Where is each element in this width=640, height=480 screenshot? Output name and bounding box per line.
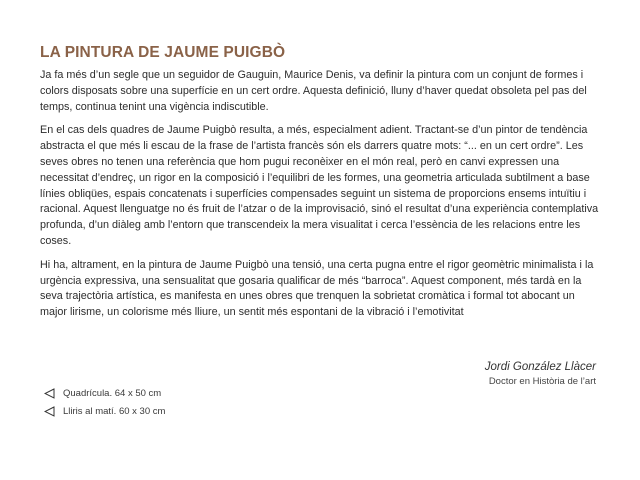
- author-name: Jordi González Llàcer: [484, 361, 596, 373]
- caption-item: [44, 384, 165, 402]
- paragraph-2: En el cas dels quadres de Jaume Puigbò resulta, a més, especialment adient. Tractant-se d’un pintor de tendència abstracta el que més li escau de la frase de l’artista francès són els darrers quatre mots: “... en un cert ordre”. Les seves obres no tenen una referència que hom pugui reconèixer en el món real, però en canvi expressen una necessitat d’endreç, un rigor en la composició i l’equilibri de les formes, una geometria articulada subtilment a base línies obliqües, espais concatenats i superfícies compensades seguint un sistema de proporcions ensems intuïtiu i racional. Aquest llenguatge no és fruit de l’atzar o de la improvisació, sinó el resultat d’una experiència contemplativa profunda, d’un diàleg amb l’entorn que transcendeix la mera visualitat i cerca l’essència de les relacions entre les coses.: [40, 124, 599, 247]
- caption-text: Quadrícula. 64 x 50 cm: [63, 387, 162, 399]
- caption-item: [44, 402, 165, 420]
- image-captions: [44, 384, 165, 420]
- caption-text: Lliris al matí. 60 x 30 cm: [63, 405, 166, 417]
- signature-block: [485, 360, 596, 389]
- triangle-left-icon: [44, 406, 55, 417]
- triangle-left-icon: [44, 388, 55, 399]
- article-title: LA PINTURA DE JAUME PUIGBÒ: [40, 44, 286, 61]
- article-body: [40, 68, 602, 329]
- author-title: Doctor en Història de l’art: [488, 376, 596, 387]
- paragraph-1: Ja fa més d’un segle que un seguidor de Gauguin, Maurice Denis, va definir la pintura com un conjunt de formes i colors disposats sobre una superfície en un cert ordre. Aquesta definició, lluny d’haver quedat obsoleta pel pas del temps, continua tenint una vigència indiscutible.: [40, 69, 587, 113]
- paragraph-3: Hi ha, altrament, en la pintura de Jaume Puigbò una tensió, una certa pugna entre el rigor geomètric minimalista i la urgència expressiva, una sensualitat que gosaria qualificar de més “barroca”. Aquest component, més tardà en la seva trajectòria artística, es manifesta en unes obres que trenquen la sobrietat cromàtica i formal tot abocant un major lirisme, un colorisme més lliure, un sentit més espontani de la vibració i l’emotivitat: [40, 258, 594, 319]
